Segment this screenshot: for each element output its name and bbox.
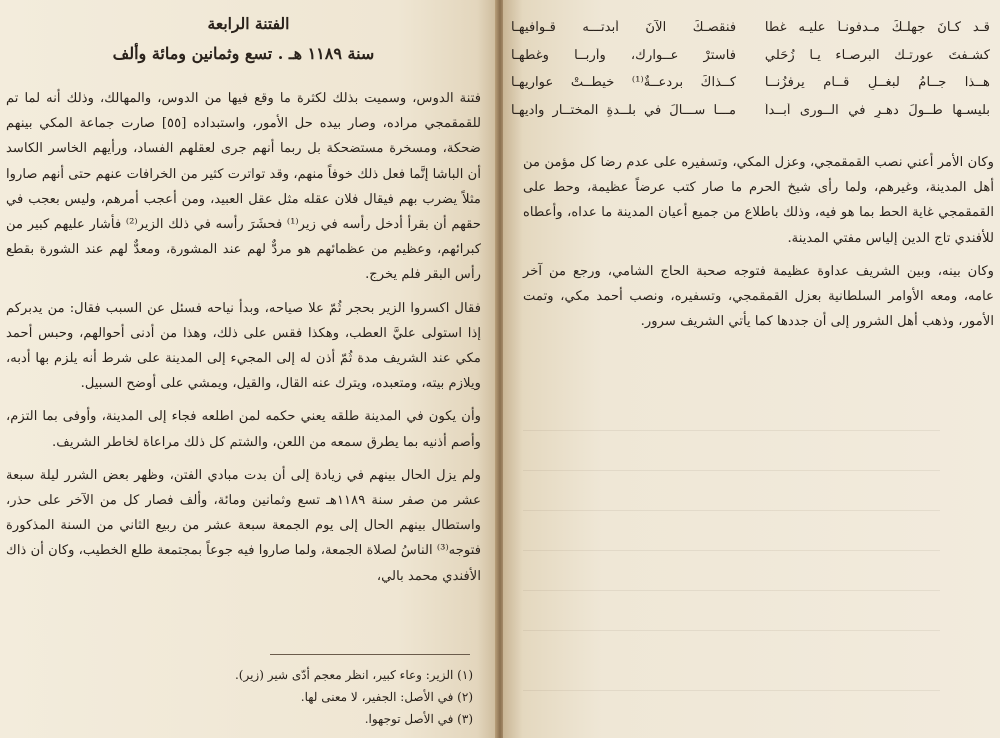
show-through-line	[523, 630, 940, 643]
verse-first-hemistich: بليسـها طــولَ دهـرٍ في الــورى أبــداً	[764, 102, 990, 118]
paragraph: وكان الأمر أعني نصب القمقمجي، وعزل المكي، وتسفيره على عدم رضا كل مؤمن من أهل المدينة، وغيرهم، ولما رأى شيخ الحرم ما صار كتب عرضاً عظيمة، وحط على القمقمجي غاية الحط بما هو فيه، وذلك باطلاع من جميع أعيان المدينة ما عداه، وأعطاه للأفندي تاج الدين إلياس مفتي المدينة.	[523, 155, 994, 246]
show-through-line	[523, 590, 940, 603]
footnote: (٢) في الأصل: الجفير، لا معنى لها.	[300, 690, 473, 704]
verse-first-hemistich: هــذا جــامُ لبغــلٍ قــامٍ يرفزُنــا	[764, 75, 990, 91]
verse-second-hemistich: فنقصـكَ الآنَ أبدتـــه قـوافيهـا	[511, 20, 737, 36]
footnote: (١) الزير: وعاء كبير، انظر معجم أدّى شير (زير).	[234, 668, 473, 682]
right-page	[503, 0, 1000, 738]
poem	[511, 14, 990, 124]
footnote: (٣) في الأصل توجهوا.	[364, 712, 473, 726]
footnote-divider	[270, 654, 470, 655]
poem-verse	[511, 69, 990, 97]
verse-first-hemistich: كشـفتَ عورتـك البرصـاء يـا زُحَلي	[764, 47, 990, 63]
paragraph: وأن يكون في المدينة طلقه يعني حكمه لمن اطلعه فجاء إلى المدينة، وأوفى بما التزم، وأصم أذنيه بما يطرق سمعه من اللعن، والشتم كل ذلك مراعاة لخاطر الشريف.	[6, 409, 481, 450]
verse-first-hemistich: قـد كـانَ جهلـكَ مـدفونـاً عليـه غطا	[764, 20, 990, 36]
show-through-line	[523, 470, 940, 483]
poem-verse	[511, 42, 990, 70]
right-page-body	[523, 150, 994, 334]
show-through-line	[523, 430, 940, 443]
footnotes	[80, 664, 473, 730]
show-through-line	[523, 510, 940, 523]
left-page	[0, 0, 497, 738]
paragraph: وكان بينه، وبين الشريف عداوة عظيمة فتوجه صحبة الحاج الشامي، ورجع من آخر عامه، ومعه الأوامر السلطانية بعزل القمقمجي، وتسفيره، ونصب أحمد مكي، وتمت الأمور، وذهب أهل الشرور إلى أن جددها كما يأتي الشريف سرور.	[523, 263, 994, 330]
verse-second-hemistich: كــذاكَ بردعــةٌ⁽¹⁾ خيطــتْ عواريهـا	[511, 75, 737, 91]
show-through-line	[523, 550, 940, 563]
poem-verse	[511, 97, 990, 125]
poem-verse	[511, 14, 990, 42]
paragraph: ولم يزل الحال بينهم في زيادة إلى أن بدت مبادي الفتن، وظهر بعض الشرر ليلة سبعة عشر من صفر سنة ١١٨٩هـ تسع وثمانين ومائة، وألف فصار كل من الآخر على حذر، واستطال بينهم الحال إلى يوم الجمعة سبعة عشر من ربيع الثاني من السنة المذكورة فتوجه⁽³⁾ الناسُ لصلاة الجمعة، ولما صاروا فيه جوعاً بمجتمعة طلع الخطيب، وكان أن ذاك الأفندي محمد بالي،	[6, 467, 481, 584]
left-page-body	[6, 86, 481, 589]
section-title: الفتنة الرابعة	[207, 14, 290, 33]
year-heading: سنة ١١٨٩ هـ . تسع وثمانين ومائة وألف	[112, 44, 375, 63]
paragraph: فتنة الدوس، وسميت بذلك لكثرة ما وقع فيها من الدوس، والمهالك، وذلك أنه لما تم للقمقمجي مراده، وصار بيده حل الأمور، واستبداده [٥٥] صارت جماعة المكي بينهم ضحكة، ومسخرة مستضحكة بل ربما أنهم جرى لعقلهم الفساد، ورأيهم الخاسر الكاسد أن الباشا إنَّما فعل ذلك خوفاً منهم، وقد تواترت كثير من الخرافات عنهم حتى أنهم صاروا مثلاً يضرب بهم فيقال فلان عقله مثل عقل العبيد، ومن أعجب أمرهم، وليس بعجب في حقهم أن بقرأ أدخل رأسه في زير⁽¹⁾ فحشَرَ رأسه في ذلك الزير⁽²⁾ فأشار عليهم كبير من كبرائهم، وعظيم من عظمائهم هو مردٌّ لهم عند المشورة، ومعدٌّ لهم عند الشورة بقطع رأس البقر فلم يخرج.	[6, 91, 482, 283]
paragraph: فقال اكسروا الزير بحجر ثُمّ علا صياحه، وبدأ نياحه فسئل عن السبب فقال: من يدبركم إذا استولى عليَّ العطب، وهكذا فقس على ذلك، وهذا من أدنى أحوالهم، وحبس أحمد مكي عند الشريف مدة ثُمّ أذن له إلى المجيء إلى المدينة على شرط أنه يلزم بها أدبه، ويلازم بيته، ومتعبده، ويترك عنه القال، والقيل، ويمشي على أوضح السبيل.	[6, 300, 481, 392]
verse-second-hemistich: مـــا ســـالَ في بلــدةِ المختــار واديهـا	[511, 102, 737, 118]
verse-second-hemistich: فاسترْ عــوارك، وأربــا وغطهـا	[511, 47, 737, 63]
show-through-line	[523, 690, 940, 703]
